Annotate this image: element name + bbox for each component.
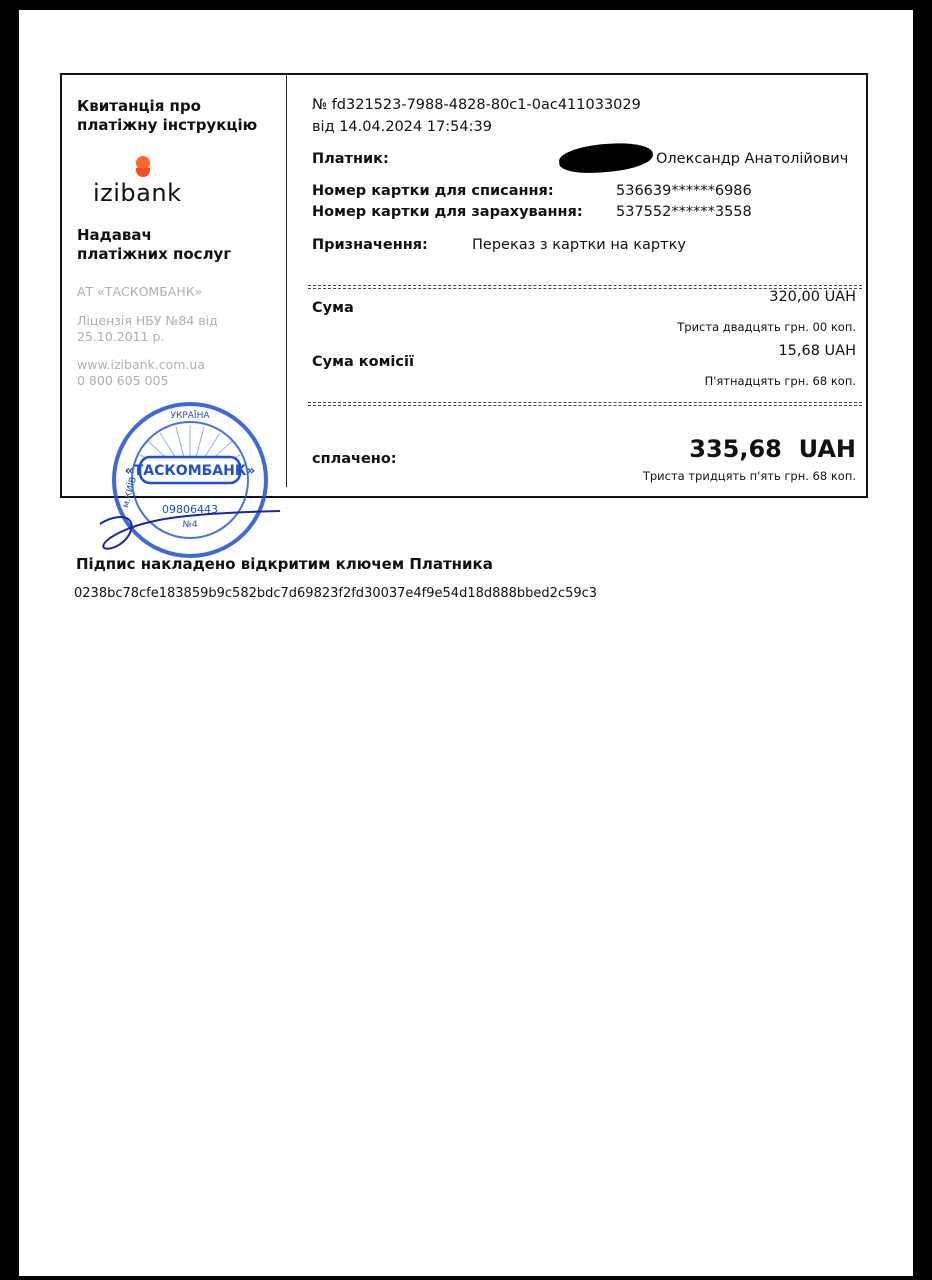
debit-card-value: 536639******6986 <box>616 183 752 199</box>
logo-mark-lower <box>136 168 150 177</box>
commission-words: П'ятнадцять грн. 68 коп. <box>704 374 856 388</box>
divider <box>308 402 862 406</box>
amount-words: Триста двадцять грн. 00 коп. <box>677 320 856 334</box>
stamp-code: 09806443 <box>162 503 218 516</box>
amount-label: Сума <box>312 300 354 316</box>
paid-words: Триста тридцять п'ять грн. 68 коп. <box>642 469 856 483</box>
purpose-label: Призначення: <box>312 237 428 253</box>
payer-label: Платник: <box>312 151 389 167</box>
stamp-name: «ТАСКОМБАНК» <box>124 463 256 479</box>
izibank-logo: izibank <box>93 179 182 207</box>
paid-label: сплачено: <box>312 451 397 467</box>
signature-title: Підпис накладено відкритим ключем Платника <box>76 555 493 573</box>
details-column <box>286 75 868 496</box>
receipt-title: Квитанція про платіжну інструкцію <box>77 97 258 134</box>
company-name: АТ «ТАСКОМБАНК» <box>77 284 203 299</box>
credit-card-label: Номер картки для зарахування: <box>312 204 583 220</box>
commission-value: 15,68 UAH <box>778 343 856 359</box>
redaction-mark <box>558 141 654 175</box>
payer-name: Олександр Анатолійович <box>656 151 849 167</box>
stamp-number: №4 <box>182 520 198 530</box>
credit-card-value: 537552******3558 <box>616 204 752 220</box>
stamp-country: УКРАЇНА <box>170 411 210 421</box>
debit-card-label: Номер картки для списання: <box>312 183 554 199</box>
signature-hash: 0238bc78cfe183859b9c582bdc7d69823f2fd30037e4f9e54d18d888bbed2c59c3 <box>74 586 598 601</box>
purpose-value: Переказ з картки на картку <box>472 237 686 253</box>
contacts: www.izibank.com.ua 0 800 605 005 <box>77 357 205 388</box>
license-info: Ліцензія НБУ №84 від 25.10.2011 р. <box>77 313 218 344</box>
stamp-city: м.КИЇВ <box>121 475 139 510</box>
commission-label: Сума комісії <box>312 354 414 370</box>
provider-heading: Надавач платіжних послуг <box>77 226 232 263</box>
bank-stamp <box>100 393 280 573</box>
receipt-number: № fd321523-7988-4828-80c1-0ac411033029 <box>312 97 641 113</box>
amount-value: 320,00 UAH <box>769 289 856 305</box>
paid-value: 335,68 UAH <box>689 435 856 463</box>
receipt-date: від 14.04.2024 17:54:39 <box>312 119 492 135</box>
